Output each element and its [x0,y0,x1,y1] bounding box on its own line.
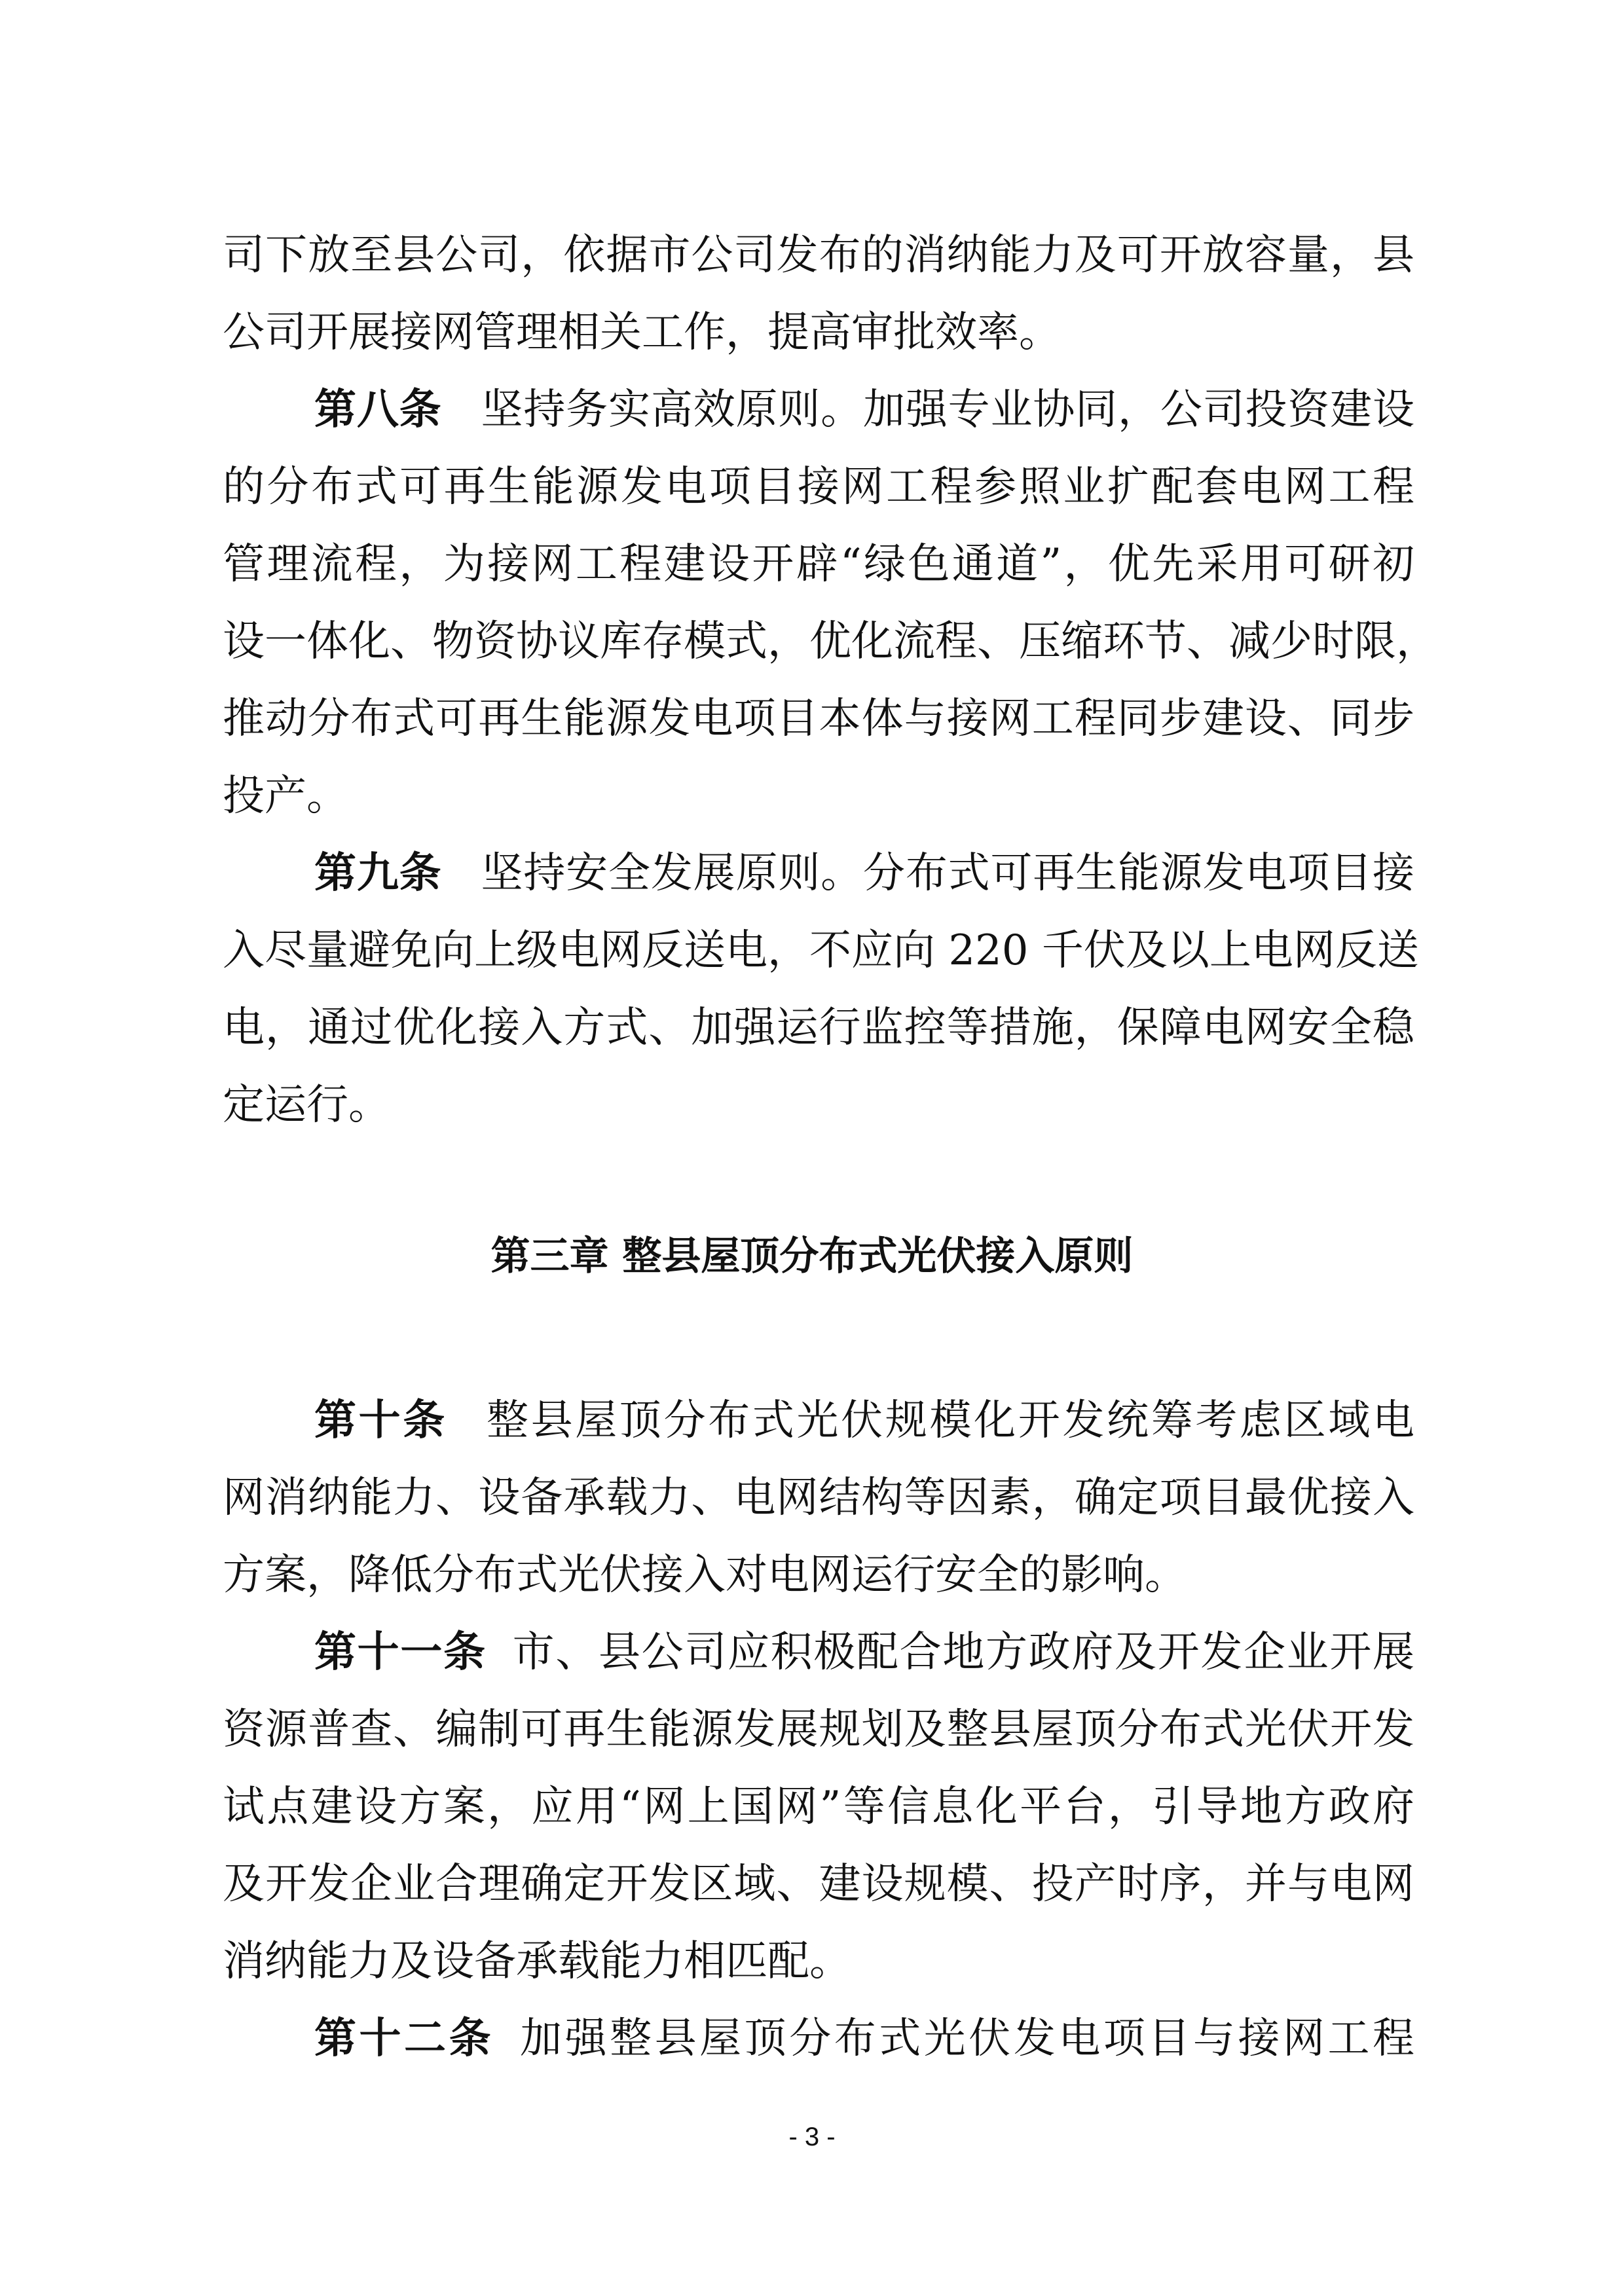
body-line: 电，通过优化接入方式、加强运行监控等措施，保障电网安全稳 [223,1004,1414,1052]
article-text: 加强整县屋顶分布式光伏发电项目与接网工程 [520,2014,1415,2063]
article-heading: 第十二条 [314,2014,494,2063]
article-heading: 第八条 [314,386,442,434]
article-text: 整县屋顶分布式光伏规模化开发统筹考虑区域电 [486,1396,1415,1445]
body-line: 的分布式可再生能源发电项目接网工程参照业扩配套电网工程 [223,463,1414,511]
body-line: 及开发企业合理确定开发区域、建设规模、投产时序，并与电网 [223,1860,1414,1908]
body-line: 方案，降低分布式光伏接入对电网运行安全的影响。 [223,1551,1187,1599]
body-line: 网消纳能力、设备承载力、电网结构等因素，确定项目最优接入 [223,1474,1414,1522]
body-line: 管理流程，为接网工程建设开辟“绿色通道”，优先采用可研初 [223,540,1414,589]
body-line: 司下放至县公司，依据市公司发布的消纳能力及可开放容量，县 [223,231,1414,280]
body-line: 试点建设方案，应用“网上国网”等信息化平台，引导地方政府 [223,1783,1414,1831]
article-first-line [223,1623,1414,1682]
page-number: - 3 - [788,2123,836,2151]
article-text: 坚持安全发展原则。分布式可再生能源发电项目接 [481,849,1414,898]
article-heading: 第九条 [314,849,442,898]
body-line: 消纳能力及设备承载能力相匹配。 [223,1937,851,1986]
body-line: 公司开展接网管理相关工作，提高审批效率。 [223,308,1061,357]
article-first-line [223,1391,1414,1450]
body-line: 推动分布式可再生能源发电项目本体与接网工程同步建设、同步 [223,695,1414,743]
body-line: 投产。 [223,772,348,820]
article-heading: 第十条 [314,1396,447,1445]
article-heading: 第十一条 [314,1628,487,1677]
body-line: 资源普查、编制可再生能源发展规划及整县屋顶分布式光伏开发 [223,1705,1414,1754]
article-text: 坚持务实高效原则。加强专业协同，公司投资建设 [481,386,1414,434]
body-line: 定运行。 [223,1081,390,1129]
article-first-line [223,380,1414,439]
body-line: 设一体化、物资协议库存模式，优化流程、压缩环节、减少时限， [223,617,1438,666]
article-text: 市、县公司应积极配合地方政府及开发企业开展 [512,1628,1415,1677]
article-first-line [223,2009,1414,2068]
chapter-title: 第三章 整县屋顶分布式光伏接入原则 [490,1233,1134,1279]
body-line: 入尽量避免向上级电网反送电，不应向 220 千伏及以上电网反送 [223,926,1419,975]
article-first-line [223,844,1414,903]
